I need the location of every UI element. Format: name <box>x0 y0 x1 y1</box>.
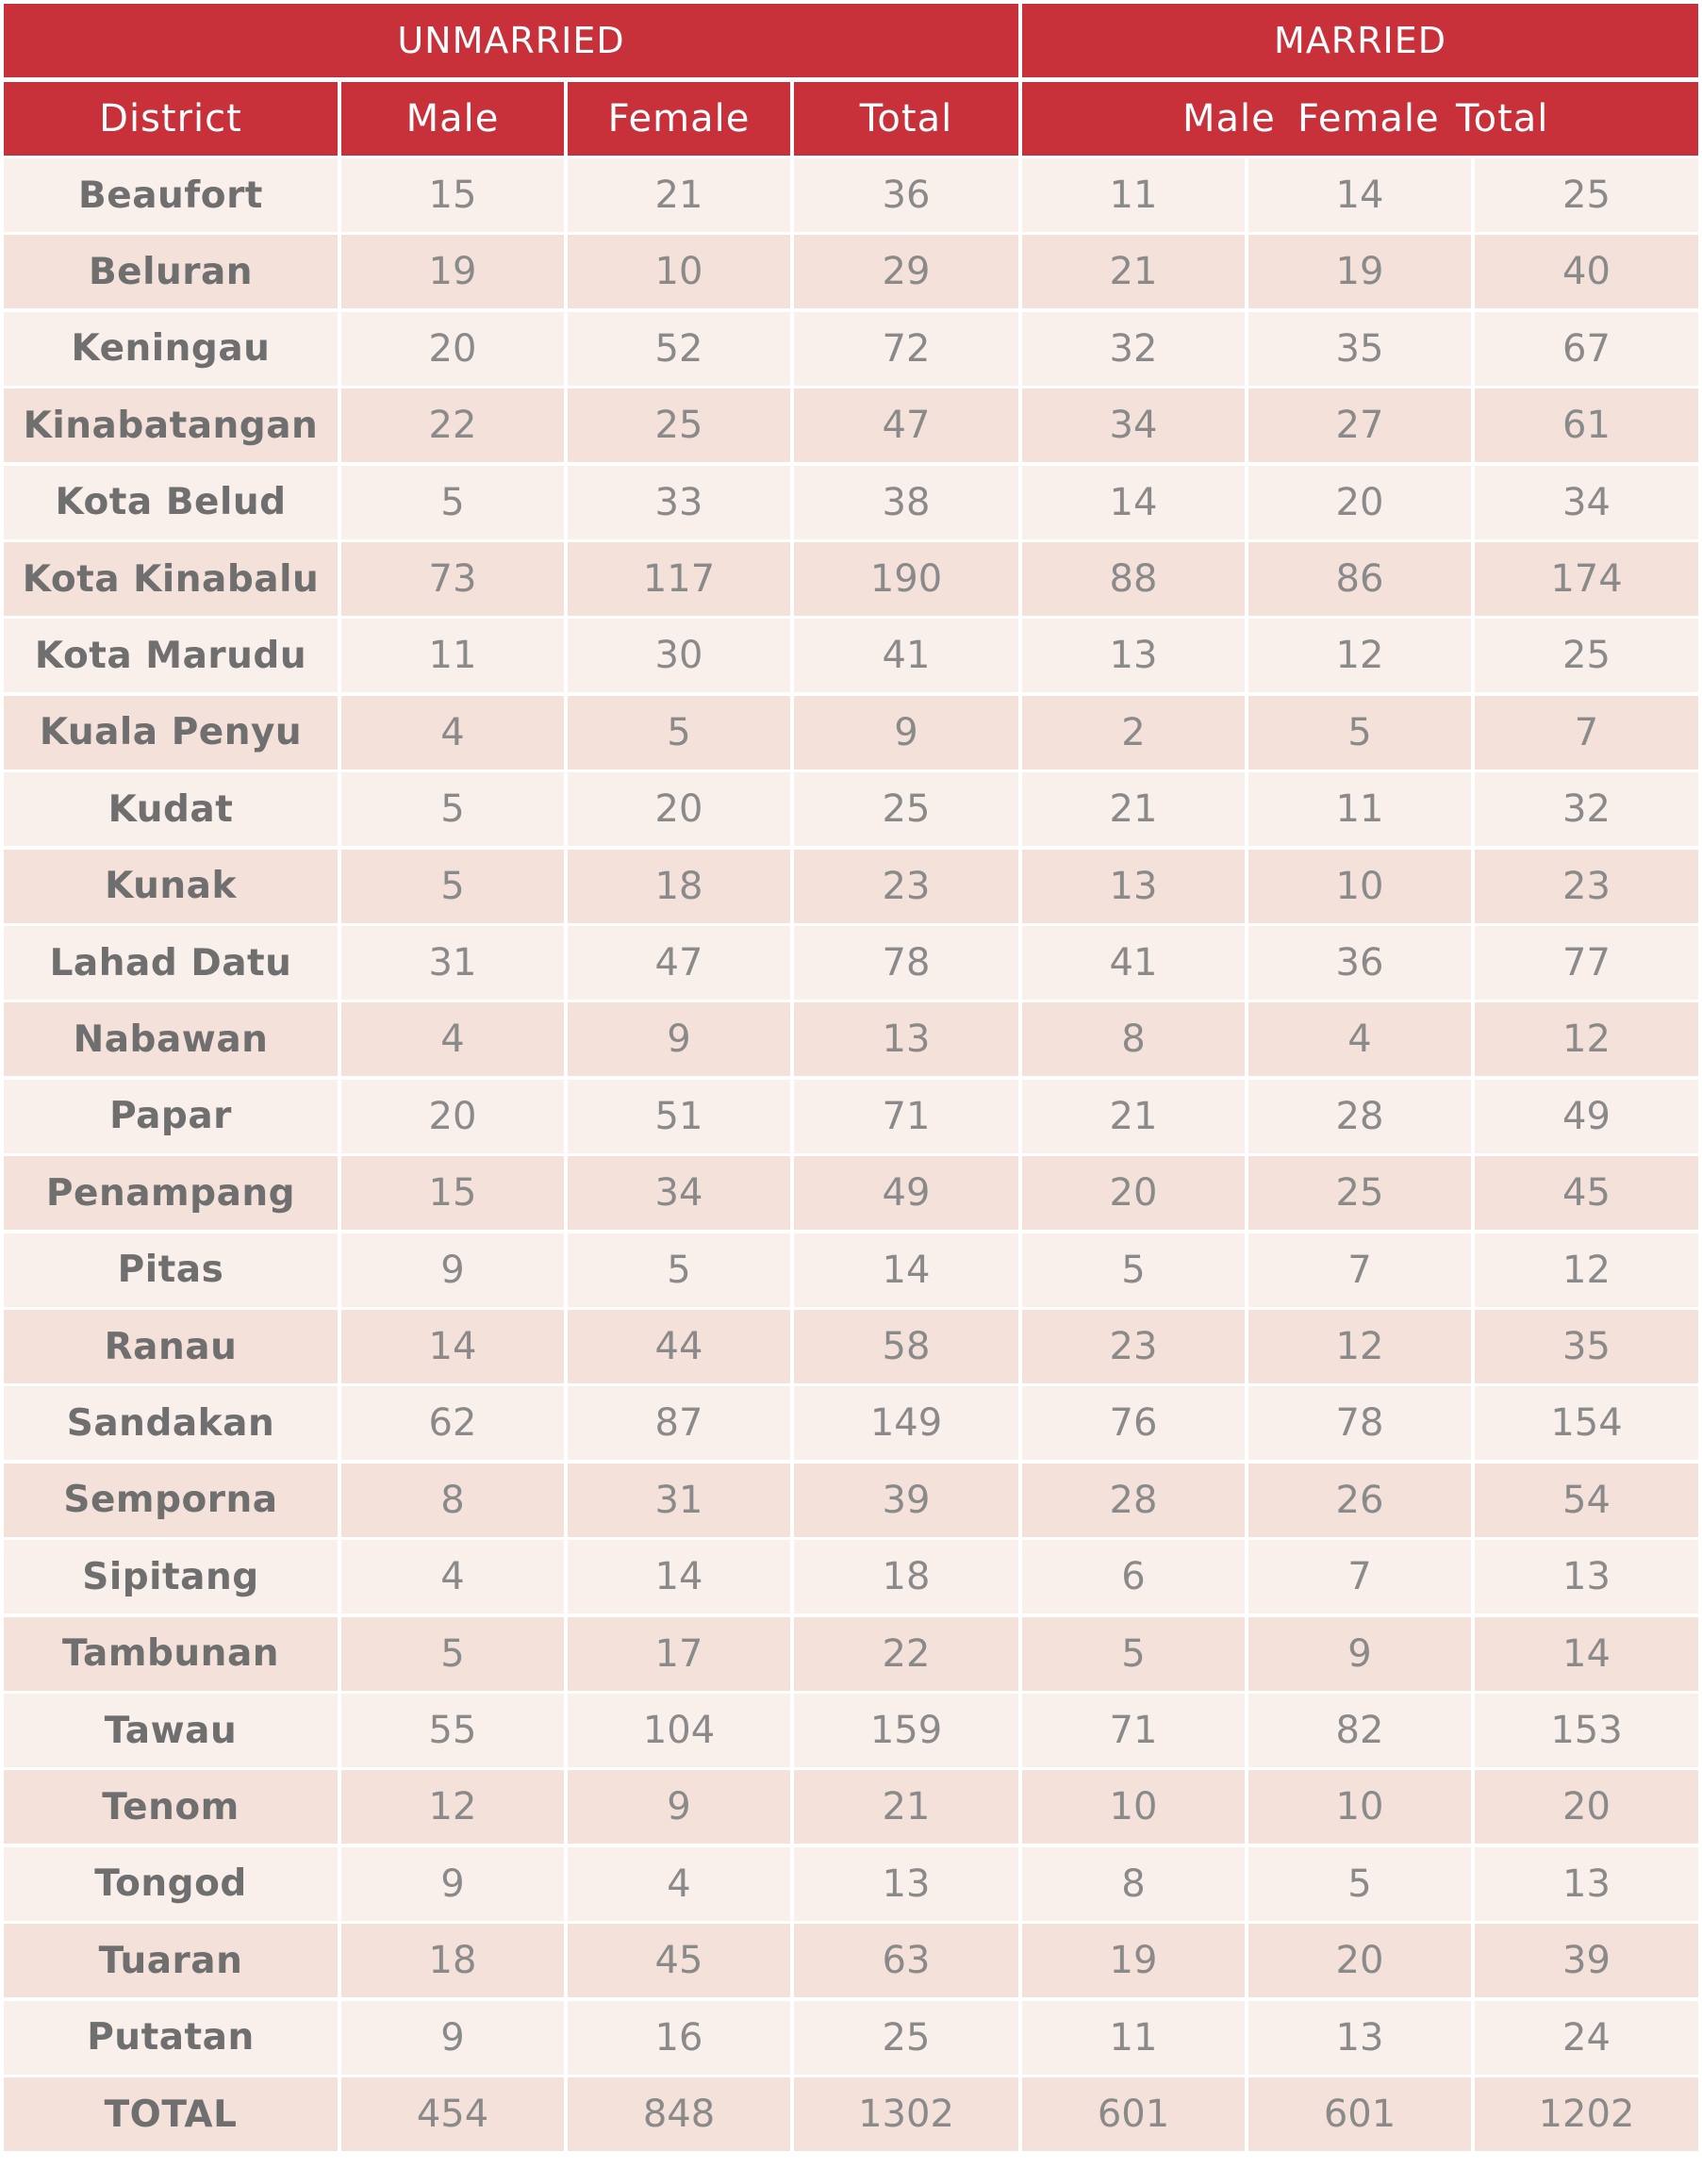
unmarried-male-cell: 8 <box>341 1464 564 1537</box>
married-male-cell: 10 <box>1022 1770 1245 1844</box>
unmarried-total-cell: 23 <box>794 850 1018 923</box>
unmarried-female-cell: 9 <box>568 1002 790 1076</box>
married-total-cell: 20 <box>1475 1770 1698 1844</box>
unmarried-male-cell: 20 <box>341 1080 564 1153</box>
district-cell: Pitas <box>4 1233 338 1307</box>
unmarried-total-cell: 41 <box>794 619 1018 692</box>
married-total-cell: 45 <box>1475 1156 1698 1230</box>
district-cell: Nabawan <box>4 1002 338 1076</box>
unmarried-female-cell: 33 <box>568 466 790 539</box>
unmarried-male-cell: 5 <box>341 1617 564 1691</box>
married-female-cell: 20 <box>1248 466 1471 539</box>
married-total-cell: 25 <box>1475 158 1698 232</box>
unmarried-female-cell: 34 <box>568 1156 790 1230</box>
unmarried-male-cell: 22 <box>341 389 564 462</box>
married-total-cell: 34 <box>1475 466 1698 539</box>
married-female-cell: 11 <box>1248 772 1471 846</box>
married-total-cell: 14 <box>1475 1617 1698 1691</box>
unmarried-total-cell: 29 <box>794 235 1018 308</box>
column-header-married-total: Total <box>1456 97 1549 141</box>
married-total-cell: 1202 <box>1475 2077 1698 2151</box>
married-male-cell: 8 <box>1022 1847 1245 1921</box>
unmarried-female-cell: 5 <box>568 696 790 769</box>
unmarried-total-cell: 13 <box>794 1002 1018 1076</box>
unmarried-total-cell: 190 <box>794 542 1018 616</box>
married-female-cell: 7 <box>1248 1540 1471 1613</box>
married-male-cell: 13 <box>1022 619 1245 692</box>
district-cell: Tambunan <box>4 1617 338 1691</box>
married-female-cell: 4 <box>1248 1002 1471 1076</box>
district-cell: Tongod <box>4 1847 338 1921</box>
unmarried-male-cell: 15 <box>341 158 564 232</box>
married-total-cell: 54 <box>1475 1464 1698 1537</box>
unmarried-total-cell: 71 <box>794 1080 1018 1153</box>
unmarried-female-cell: 14 <box>568 1540 790 1613</box>
group-header-unmarried: UNMARRIED <box>4 4 1018 77</box>
unmarried-total-cell: 22 <box>794 1617 1018 1691</box>
district-cell: Beluran <box>4 235 338 308</box>
district-cell: Keningau <box>4 312 338 386</box>
unmarried-male-cell: 9 <box>341 1233 564 1307</box>
married-male-cell: 5 <box>1022 1617 1245 1691</box>
married-male-cell: 21 <box>1022 1080 1245 1153</box>
unmarried-male-cell: 73 <box>341 542 564 616</box>
married-female-cell: 5 <box>1248 1847 1471 1921</box>
married-total-cell: 12 <box>1475 1002 1698 1076</box>
district-cell: Semporna <box>4 1464 338 1537</box>
unmarried-male-cell: 4 <box>341 696 564 769</box>
married-male-cell: 41 <box>1022 926 1245 1000</box>
married-female-cell: 35 <box>1248 312 1471 386</box>
married-female-cell: 601 <box>1248 2077 1471 2151</box>
unmarried-female-cell: 17 <box>568 1617 790 1691</box>
unmarried-female-cell: 4 <box>568 1847 790 1921</box>
married-total-cell: 25 <box>1475 619 1698 692</box>
unmarried-male-cell: 62 <box>341 1386 564 1460</box>
married-total-cell: 32 <box>1475 772 1698 846</box>
married-male-cell: 2 <box>1022 696 1245 769</box>
unmarried-female-cell: 117 <box>568 542 790 616</box>
married-female-cell: 7 <box>1248 1233 1471 1307</box>
married-total-cell: 23 <box>1475 850 1698 923</box>
unmarried-female-cell: 9 <box>568 1770 790 1844</box>
married-male-cell: 6 <box>1022 1540 1245 1613</box>
unmarried-male-cell: 5 <box>341 466 564 539</box>
married-male-cell: 14 <box>1022 466 1245 539</box>
unmarried-total-cell: 63 <box>794 1924 1018 1997</box>
district-cell: Ranau <box>4 1310 338 1383</box>
unmarried-male-cell: 5 <box>341 850 564 923</box>
unmarried-male-cell: 55 <box>341 1694 564 1767</box>
unmarried-female-cell: 30 <box>568 619 790 692</box>
married-total-cell: 67 <box>1475 312 1698 386</box>
unmarried-female-cell: 44 <box>568 1310 790 1383</box>
unmarried-total-cell: 36 <box>794 158 1018 232</box>
unmarried-total-cell: 9 <box>794 696 1018 769</box>
married-male-cell: 21 <box>1022 235 1245 308</box>
district-cell: Kota Kinabalu <box>4 542 338 616</box>
unmarried-female-cell: 848 <box>568 2077 790 2151</box>
married-female-cell: 10 <box>1248 1770 1471 1844</box>
married-male-cell: 71 <box>1022 1694 1245 1767</box>
married-total-cell: 61 <box>1475 389 1698 462</box>
married-total-cell: 153 <box>1475 1694 1698 1767</box>
married-male-cell: 23 <box>1022 1310 1245 1383</box>
unmarried-female-cell: 18 <box>568 850 790 923</box>
unmarried-total-cell: 78 <box>794 926 1018 1000</box>
married-female-cell: 12 <box>1248 1310 1471 1383</box>
married-male-cell: 28 <box>1022 1464 1245 1537</box>
unmarried-male-cell: 9 <box>341 2001 564 2075</box>
married-female-cell: 78 <box>1248 1386 1471 1460</box>
district-cell: TOTAL <box>4 2077 338 2151</box>
married-total-cell: 13 <box>1475 1847 1698 1921</box>
unmarried-male-cell: 454 <box>341 2077 564 2151</box>
married-male-cell: 32 <box>1022 312 1245 386</box>
district-cell: Penampang <box>4 1156 338 1230</box>
married-total-cell: 39 <box>1475 1924 1698 1997</box>
married-male-cell: 34 <box>1022 389 1245 462</box>
district-cell: Papar <box>4 1080 338 1153</box>
district-cell: Kuala Penyu <box>4 696 338 769</box>
unmarried-total-cell: 58 <box>794 1310 1018 1383</box>
unmarried-male-cell: 4 <box>341 1540 564 1613</box>
married-female-cell: 9 <box>1248 1617 1471 1691</box>
unmarried-male-cell: 18 <box>341 1924 564 1997</box>
unmarried-total-cell: 25 <box>794 772 1018 846</box>
married-total-cell: 12 <box>1475 1233 1698 1307</box>
married-female-cell: 86 <box>1248 542 1471 616</box>
unmarried-male-cell: 9 <box>341 1847 564 1921</box>
column-header-unmarried-total: Total <box>794 82 1018 156</box>
married-female-cell: 19 <box>1248 235 1471 308</box>
district-cell: Kota Marudu <box>4 619 338 692</box>
married-female-cell: 25 <box>1248 1156 1471 1230</box>
married-male-cell: 11 <box>1022 158 1245 232</box>
unmarried-total-cell: 13 <box>794 1847 1018 1921</box>
unmarried-male-cell: 31 <box>341 926 564 1000</box>
unmarried-total-cell: 39 <box>794 1464 1018 1537</box>
unmarried-total-cell: 25 <box>794 2001 1018 2075</box>
married-male-cell: 601 <box>1022 2077 1245 2151</box>
column-header-married-female: Female <box>1297 97 1440 141</box>
married-female-cell: 36 <box>1248 926 1471 1000</box>
married-male-cell: 76 <box>1022 1386 1245 1460</box>
unmarried-total-cell: 149 <box>794 1386 1018 1460</box>
married-male-cell: 19 <box>1022 1924 1245 1997</box>
married-total-cell: 77 <box>1475 926 1698 1000</box>
unmarried-female-cell: 31 <box>568 1464 790 1537</box>
unmarried-female-cell: 47 <box>568 926 790 1000</box>
district-cell: Kunak <box>4 850 338 923</box>
married-male-cell: 8 <box>1022 1002 1245 1076</box>
married-total-cell: 40 <box>1475 235 1698 308</box>
married-female-cell: 10 <box>1248 850 1471 923</box>
married-total-cell: 154 <box>1475 1386 1698 1460</box>
married-total-cell: 7 <box>1475 696 1698 769</box>
married-total-cell: 174 <box>1475 542 1698 616</box>
unmarried-male-cell: 14 <box>341 1310 564 1383</box>
unmarried-female-cell: 20 <box>568 772 790 846</box>
unmarried-total-cell: 38 <box>794 466 1018 539</box>
married-female-cell: 27 <box>1248 389 1471 462</box>
unmarried-total-cell: 1302 <box>794 2077 1018 2151</box>
unmarried-female-cell: 104 <box>568 1694 790 1767</box>
unmarried-female-cell: 52 <box>568 312 790 386</box>
unmarried-male-cell: 15 <box>341 1156 564 1230</box>
column-header-married-group <box>1022 82 1698 156</box>
married-female-cell: 5 <box>1248 696 1471 769</box>
group-header-married: MARRIED <box>1022 4 1698 77</box>
married-female-cell: 28 <box>1248 1080 1471 1153</box>
unmarried-female-cell: 25 <box>568 389 790 462</box>
district-cell: Sipitang <box>4 1540 338 1613</box>
married-total-cell: 24 <box>1475 2001 1698 2075</box>
married-male-cell: 13 <box>1022 850 1245 923</box>
unmarried-total-cell: 49 <box>794 1156 1018 1230</box>
district-cell: Lahad Datu <box>4 926 338 1000</box>
unmarried-total-cell: 14 <box>794 1233 1018 1307</box>
married-female-cell: 26 <box>1248 1464 1471 1537</box>
district-cell: Beaufort <box>4 158 338 232</box>
column-header-unmarried-male: Male <box>341 82 564 156</box>
unmarried-female-cell: 5 <box>568 1233 790 1307</box>
unmarried-female-cell: 16 <box>568 2001 790 2075</box>
unmarried-male-cell: 11 <box>341 619 564 692</box>
unmarried-male-cell: 12 <box>341 1770 564 1844</box>
married-total-cell: 49 <box>1475 1080 1698 1153</box>
unmarried-total-cell: 18 <box>794 1540 1018 1613</box>
unmarried-total-cell: 159 <box>794 1694 1018 1767</box>
district-cell: Tawau <box>4 1694 338 1767</box>
unmarried-female-cell: 87 <box>568 1386 790 1460</box>
unmarried-female-cell: 21 <box>568 158 790 232</box>
married-male-cell: 21 <box>1022 772 1245 846</box>
unmarried-female-cell: 51 <box>568 1080 790 1153</box>
unmarried-total-cell: 72 <box>794 312 1018 386</box>
district-cell: Kudat <box>4 772 338 846</box>
district-cell: Tenom <box>4 1770 338 1844</box>
district-cell: Kinabatangan <box>4 389 338 462</box>
married-total-cell: 13 <box>1475 1540 1698 1613</box>
column-header-unmarried-female: Female <box>568 82 790 156</box>
married-male-cell: 88 <box>1022 542 1245 616</box>
married-female-cell: 13 <box>1248 2001 1471 2075</box>
unmarried-male-cell: 4 <box>341 1002 564 1076</box>
district-cell: Putatan <box>4 2001 338 2075</box>
unmarried-male-cell: 19 <box>341 235 564 308</box>
married-female-cell: 14 <box>1248 158 1471 232</box>
married-female-cell: 12 <box>1248 619 1471 692</box>
unmarried-total-cell: 47 <box>794 389 1018 462</box>
married-male-cell: 11 <box>1022 2001 1245 2075</box>
married-male-cell: 20 <box>1022 1156 1245 1230</box>
unmarried-total-cell: 21 <box>794 1770 1018 1844</box>
unmarried-female-cell: 10 <box>568 235 790 308</box>
married-total-cell: 35 <box>1475 1310 1698 1383</box>
column-header-married-male: Male <box>1182 97 1276 141</box>
column-header-district: District <box>4 82 338 156</box>
unmarried-male-cell: 5 <box>341 772 564 846</box>
married-female-cell: 82 <box>1248 1694 1471 1767</box>
district-cell: Sandakan <box>4 1386 338 1460</box>
unmarried-male-cell: 20 <box>341 312 564 386</box>
married-male-cell: 5 <box>1022 1233 1245 1307</box>
unmarried-female-cell: 45 <box>568 1924 790 1997</box>
district-cell: Tuaran <box>4 1924 338 1997</box>
married-female-cell: 20 <box>1248 1924 1471 1997</box>
district-cell: Kota Belud <box>4 466 338 539</box>
